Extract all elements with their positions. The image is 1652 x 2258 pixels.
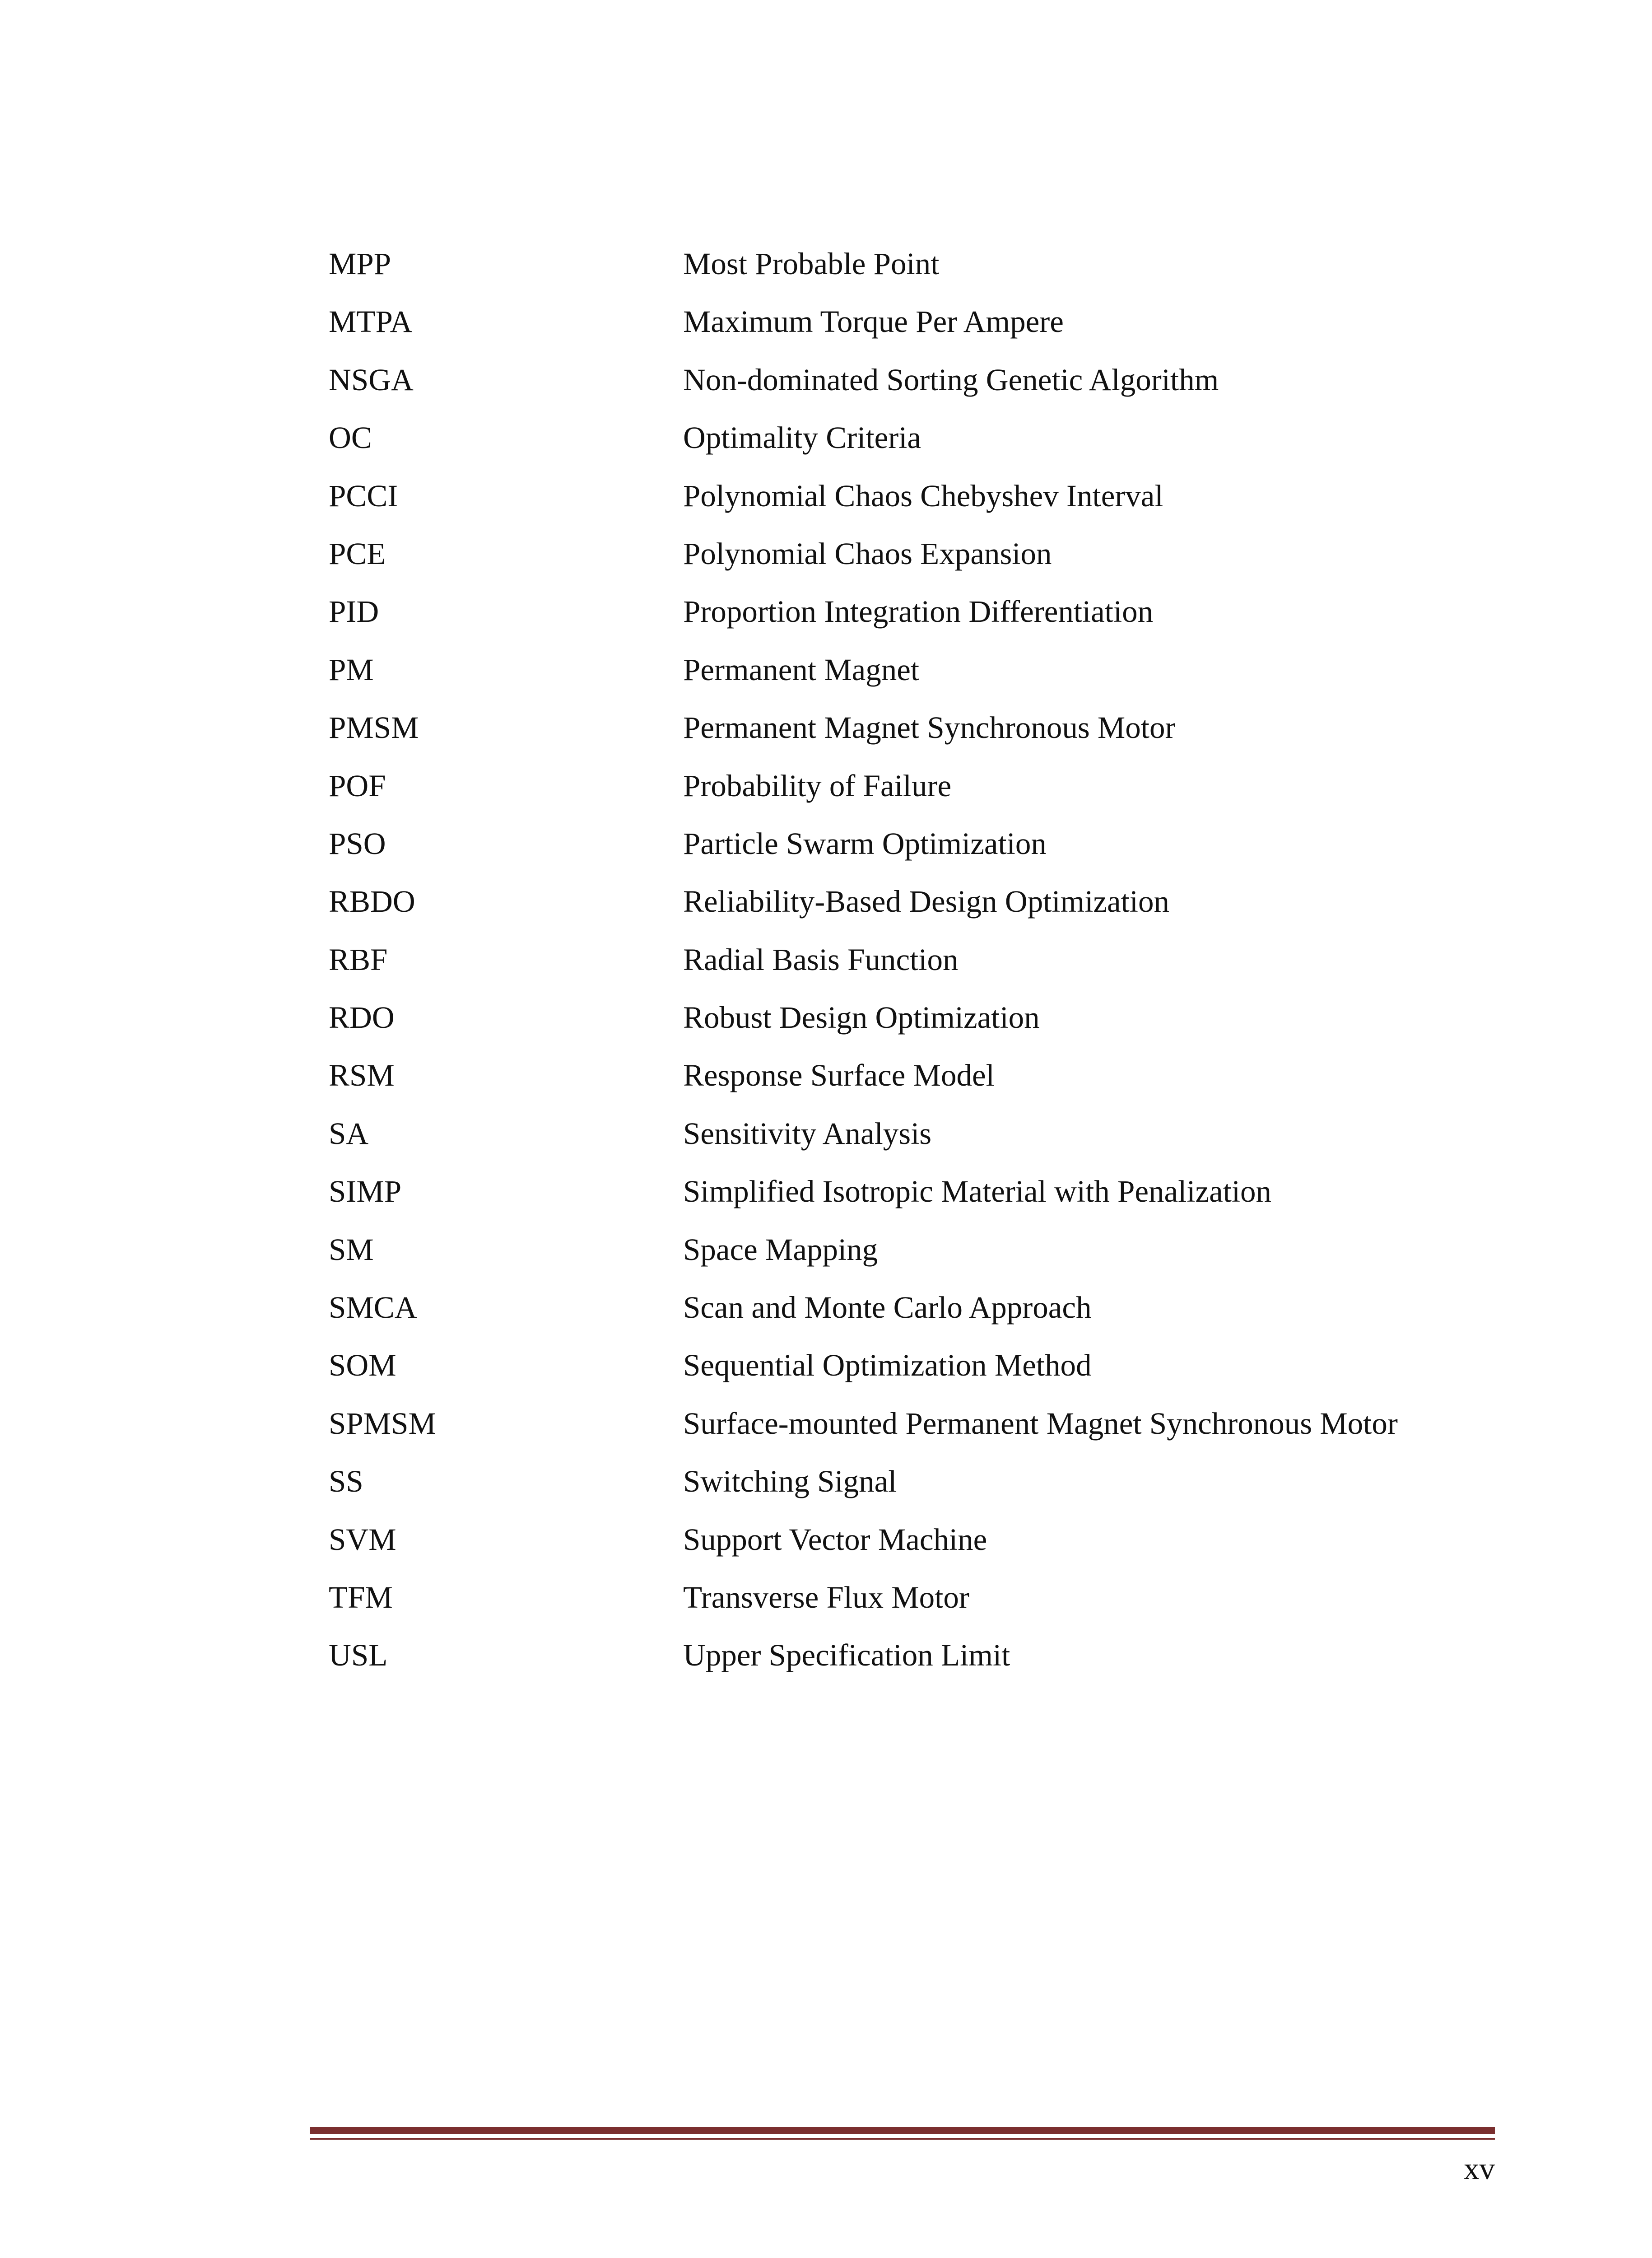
abbreviation-row xyxy=(329,235,1525,293)
abbreviation-definition: Particle Swarm Optimization xyxy=(683,826,1047,861)
abbreviation-term: SIMP xyxy=(329,1174,402,1209)
abbreviation-definition: Permanent Magnet xyxy=(683,652,920,687)
abbreviation-definition: Proportion Integration Differentiation xyxy=(683,594,1154,629)
footer-rule xyxy=(310,2127,1495,2140)
abbreviation-row xyxy=(329,1046,1525,1104)
abbreviation-term: TFM xyxy=(329,1580,393,1614)
abbreviation-term: SMCA xyxy=(329,1290,417,1325)
abbreviation-term: PCE xyxy=(329,536,386,571)
abbreviation-row xyxy=(329,409,1525,467)
abbreviation-row xyxy=(329,641,1525,699)
abbreviation-definition: Sensitivity Analysis xyxy=(683,1116,932,1151)
abbreviation-definition: Probability of Failure xyxy=(683,768,952,803)
abbreviation-definition: Most Probable Point xyxy=(683,247,940,281)
abbreviation-term: SM xyxy=(329,1232,374,1267)
abbreviation-row xyxy=(329,1105,1525,1162)
abbreviation-list xyxy=(329,235,1525,1684)
abbreviation-row xyxy=(329,872,1525,930)
abbreviation-row xyxy=(329,1221,1525,1278)
abbreviation-row xyxy=(329,1511,1525,1568)
abbreviation-term: SS xyxy=(329,1464,363,1499)
abbreviation-definition: Response Surface Model xyxy=(683,1058,995,1093)
abbreviation-term: SPMSM xyxy=(329,1406,436,1441)
abbreviation-term: RSM xyxy=(329,1058,395,1093)
abbreviation-term: PSO xyxy=(329,826,386,861)
abbreviation-definition: Switching Signal xyxy=(683,1464,897,1499)
abbreviation-row xyxy=(329,1626,1525,1684)
footer-rule-thin xyxy=(310,2138,1495,2140)
abbreviation-definition: Space Mapping xyxy=(683,1232,878,1267)
abbreviation-definition: Reliability-Based Design Optimization xyxy=(683,884,1169,919)
abbreviation-definition: Surface-mounted Permanent Magnet Synchronous Motor xyxy=(683,1406,1398,1441)
abbreviation-row xyxy=(329,351,1525,409)
abbreviation-row xyxy=(329,467,1525,525)
abbreviation-row xyxy=(329,699,1525,756)
abbreviation-row xyxy=(329,1395,1525,1452)
abbreviation-definition: Sequential Optimization Method xyxy=(683,1348,1092,1383)
abbreviation-term: SOM xyxy=(329,1348,396,1383)
abbreviation-row xyxy=(329,815,1525,872)
abbreviation-definition: Robust Design Optimization xyxy=(683,1000,1040,1035)
footer-rule-thick xyxy=(310,2127,1495,2134)
abbreviation-row xyxy=(329,1452,1525,1510)
abbreviation-term: MTPA xyxy=(329,304,413,339)
abbreviation-term: OC xyxy=(329,420,372,455)
abbreviation-row xyxy=(329,1568,1525,1626)
abbreviation-term: SVM xyxy=(329,1522,396,1557)
abbreviation-definition: Radial Basis Function xyxy=(683,942,959,977)
abbreviation-row xyxy=(329,757,1525,815)
abbreviation-term: PMSM xyxy=(329,710,419,745)
abbreviation-row xyxy=(329,989,1525,1046)
abbreviation-definition: Maximum Torque Per Ampere xyxy=(683,304,1064,339)
abbreviation-term: PCCI xyxy=(329,478,398,513)
abbreviation-definition: Polynomial Chaos Expansion xyxy=(683,536,1052,571)
abbreviation-term: POF xyxy=(329,768,386,803)
abbreviation-row xyxy=(329,525,1525,583)
abbreviation-term: PM xyxy=(329,652,374,687)
abbreviation-definition: Upper Specification Limit xyxy=(683,1638,1010,1673)
abbreviation-term: PID xyxy=(329,594,379,629)
page-number: xv xyxy=(1464,2151,1495,2186)
abbreviation-row xyxy=(329,293,1525,350)
abbreviation-definition: Non-dominated Sorting Genetic Algorithm xyxy=(683,362,1219,397)
abbreviation-definition: Simplified Isotropic Material with Penalization xyxy=(683,1174,1272,1209)
abbreviation-definition: Optimality Criteria xyxy=(683,420,921,455)
abbreviation-definition: Polynomial Chaos Chebyshev Interval xyxy=(683,478,1163,513)
abbreviation-definition: Support Vector Machine xyxy=(683,1522,987,1557)
abbreviation-term: SA xyxy=(329,1116,369,1151)
abbreviation-term: MPP xyxy=(329,247,391,281)
abbreviation-row xyxy=(329,1336,1525,1394)
abbreviation-definition: Transverse Flux Motor xyxy=(683,1580,969,1614)
abbreviation-definition: Scan and Monte Carlo Approach xyxy=(683,1290,1092,1325)
abbreviation-term: NSGA xyxy=(329,362,414,397)
abbreviation-definition: Permanent Magnet Synchronous Motor xyxy=(683,710,1176,745)
abbreviation-row xyxy=(329,1162,1525,1220)
abbreviation-term: RDO xyxy=(329,1000,395,1035)
abbreviation-row xyxy=(329,583,1525,640)
abbreviation-term: RBDO xyxy=(329,884,415,919)
abbreviation-row xyxy=(329,1278,1525,1336)
abbreviation-term: RBF xyxy=(329,942,388,977)
abbreviation-row xyxy=(329,931,1525,989)
abbreviation-term: USL xyxy=(329,1638,388,1673)
